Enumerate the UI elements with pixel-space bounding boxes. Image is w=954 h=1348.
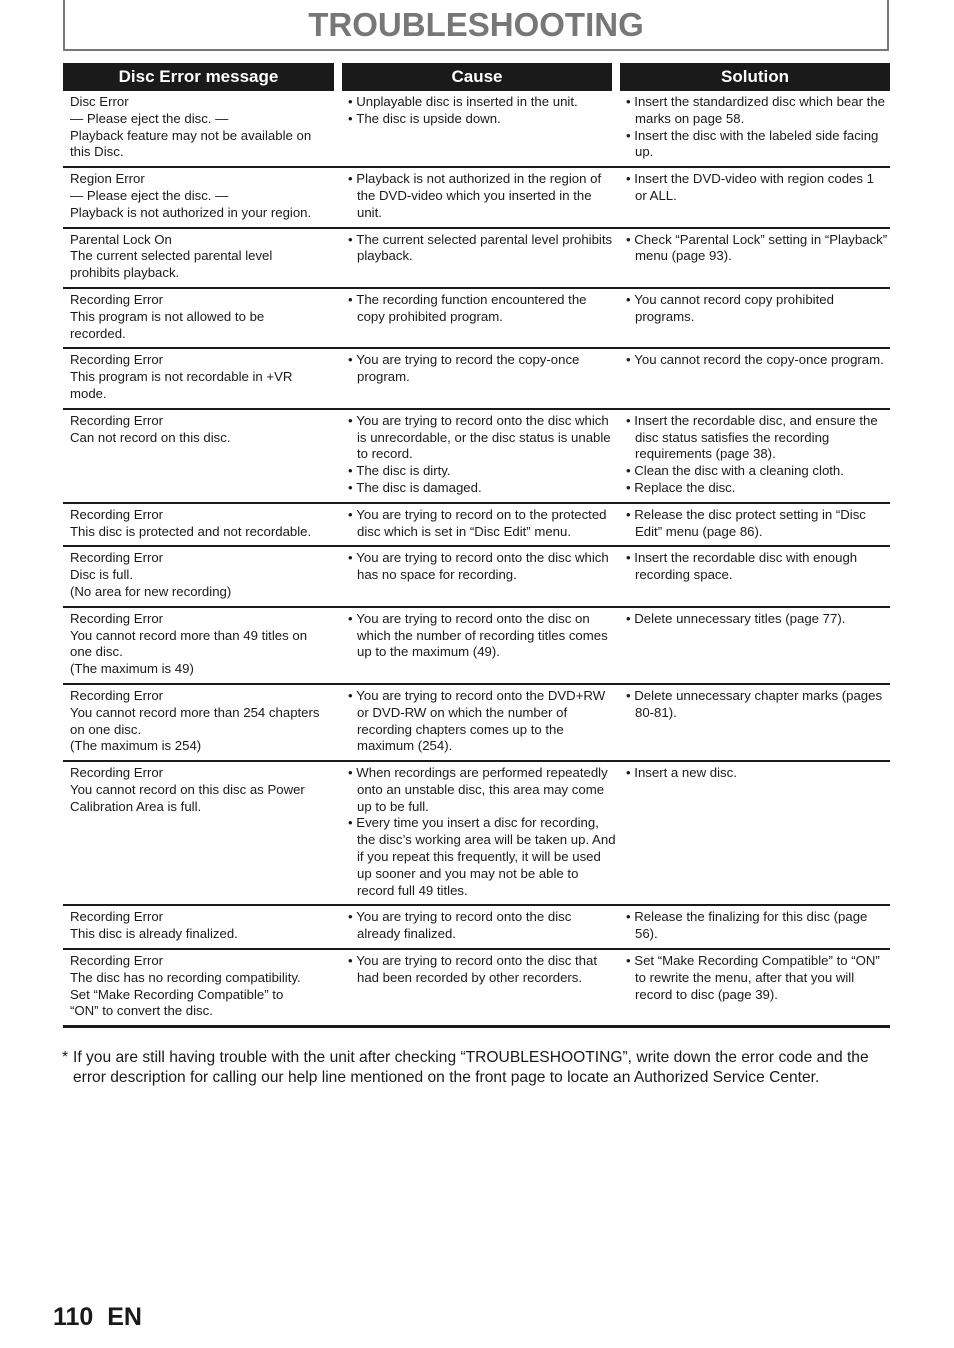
table-row — [63, 547, 890, 607]
error-message-cell — [63, 410, 342, 502]
cause-item: • You are trying to record onto the disc which is unrecordable, or the disc status is unable to record. — [348, 413, 616, 463]
table-row — [63, 762, 890, 906]
error-message-line: Recording Error — [70, 412, 164, 428]
error-message-line: Parental Lock On — [70, 231, 172, 247]
error-message-line: Recording Error — [70, 291, 164, 307]
cause-item: • You are trying to record onto the disc already finalized. — [348, 909, 616, 943]
error-message-cell — [63, 950, 342, 1025]
solution-item: • Insert the DVD-video with region codes 1 or ALL. — [626, 171, 888, 205]
cause-item: • The disc is upside down. — [348, 111, 616, 128]
cause-cell — [342, 229, 620, 287]
table-row — [63, 410, 890, 504]
cause-cell — [342, 906, 620, 948]
solution-cell — [620, 950, 890, 1025]
error-message-line: The current selected parental level — [70, 248, 273, 264]
solution-item: • Delete unnecessary titles (page 77). — [626, 611, 888, 628]
troubleshooting-table — [63, 63, 890, 1028]
solution-cell — [620, 608, 890, 683]
error-message-line: You cannot record more than 254 chapters — [70, 704, 320, 720]
solution-item: • Insert the recordable disc with enough recording space. — [626, 550, 888, 584]
page-title: TROUBLESHOOTING — [308, 6, 644, 43]
error-message-line: Recording Error — [70, 550, 164, 566]
cause-cell — [342, 410, 620, 502]
solution-cell — [620, 349, 890, 407]
error-message-line: Recording Error — [70, 765, 164, 781]
solution-item: • Release the disc protect setting in “Disc Edit” menu (page 86). — [626, 507, 888, 541]
error-message-line: one disc. — [70, 644, 123, 660]
solution-cell — [620, 168, 890, 226]
cause-cell — [342, 608, 620, 683]
cause-item: • The disc is dirty. — [348, 463, 616, 480]
cause-item: • Every time you insert a disc for recording, the disc’s working area will be taken up. And if you repeat this frequently, it will be used up sooner and you may not be able to record full 49 titles. — [348, 815, 616, 899]
cause-cell — [342, 504, 620, 546]
error-message-cell — [63, 229, 342, 287]
table-row — [63, 950, 890, 1028]
error-message-line: Recording Error — [70, 352, 164, 368]
footnote-text: If you are still having trouble with the unit after checking “TROUBLESHOOTING”, write down the error code and the error description for calling our help line mentioned on the front page to locate an Authorized Service Center. — [73, 1049, 869, 1086]
error-message-cell — [63, 349, 342, 407]
error-message-line: mode. — [70, 385, 107, 401]
error-message-line: this Disc. — [70, 144, 124, 160]
error-message-line: Can not record on this disc. — [70, 429, 231, 445]
solution-item: • Insert the recordable disc, and ensure the disc status satisfies the recording requirements (page 38). — [626, 413, 888, 463]
error-message-line: Region Error — [70, 171, 145, 187]
error-message-line: (The maximum is 49) — [70, 661, 194, 677]
cause-item: • You are trying to record the copy-once program. — [348, 352, 616, 386]
cause-item: • The recording function encountered the copy prohibited program. — [348, 292, 616, 326]
cause-cell — [342, 168, 620, 226]
cause-item: • Unplayable disc is inserted in the unit. — [348, 94, 616, 111]
cause-item: • The current selected parental level prohibits playback. — [348, 232, 616, 266]
error-message-line: Disc is full. — [70, 567, 134, 583]
solution-item: • Clean the disc with a cleaning cloth. — [626, 463, 888, 480]
header-cause: Cause — [342, 63, 612, 91]
error-message-line: (The maximum is 254) — [70, 738, 202, 754]
error-message-line: — Please eject the disc. — — [70, 110, 229, 126]
solution-item: • Delete unnecessary chapter marks (pages 80-81). — [626, 688, 888, 722]
error-message-cell — [63, 685, 342, 760]
cause-item: • Playback is not authorized in the region of the DVD-video which you inserted in the unit. — [348, 171, 616, 221]
cause-item: • When recordings are performed repeatedly onto an unstable disc, this area may come up to be full. — [348, 765, 616, 815]
cause-cell — [342, 547, 620, 605]
error-message-line: Recording Error — [70, 687, 164, 703]
error-message-cell — [63, 504, 342, 546]
table-row — [63, 608, 890, 685]
error-message-line: The disc has no recording compatibility. — [70, 969, 301, 985]
solution-item: • Release the finalizing for this disc (page 56). — [626, 909, 888, 943]
solution-item: • Replace the disc. — [626, 480, 888, 497]
error-message-line: Calibration Area is full. — [70, 798, 202, 814]
table-row — [63, 906, 890, 950]
title-frame — [63, 0, 889, 51]
error-message-line: Playback is not authorized in your region. — [70, 204, 312, 220]
error-message-line: Recording Error — [70, 610, 164, 626]
error-message-line: You cannot record on this disc as Power — [70, 781, 305, 797]
error-message-line: on one disc. — [70, 721, 142, 737]
cause-cell — [342, 762, 620, 904]
footnote — [62, 1048, 892, 1087]
cause-cell — [342, 349, 620, 407]
cause-cell — [342, 950, 620, 1025]
error-message-cell — [63, 168, 342, 226]
error-message-line: This program is not allowed to be — [70, 308, 265, 324]
table-row — [63, 685, 890, 762]
error-message-cell — [63, 91, 342, 166]
solution-cell — [620, 685, 890, 760]
solution-item: • Insert a new disc. — [626, 765, 888, 782]
error-message-line: Recording Error — [70, 909, 164, 925]
error-message-line: “ON” to convert the disc. — [70, 1003, 213, 1019]
cause-item: • You are trying to record on to the protected disc which is set in “Disc Edit” menu. — [348, 507, 616, 541]
footnote-mark: * — [62, 1049, 69, 1066]
cause-item: • The disc is damaged. — [348, 480, 616, 497]
table-row — [63, 349, 890, 409]
error-message-cell — [63, 289, 342, 347]
error-message-line: This disc is already finalized. — [70, 926, 238, 942]
solution-cell — [620, 91, 890, 166]
error-message-line: Recording Error — [70, 953, 164, 969]
error-message-line: Playback feature may not be available on — [70, 127, 312, 143]
cause-item: • You are trying to record onto the DVD+RW or DVD-RW on which the number of recording chapters comes up to the maximum (254). — [348, 688, 616, 755]
error-message-cell — [63, 762, 342, 904]
error-message-cell — [63, 547, 342, 605]
header-solution: Solution — [620, 63, 890, 91]
cause-item: • You are trying to record onto the disc which has no space for recording. — [348, 550, 616, 584]
solution-cell — [620, 504, 890, 546]
solution-item: • Set “Make Recording Compatible” to “ON” to rewrite the menu, after that you will record to disc (page 39). — [626, 953, 888, 1003]
solution-cell — [620, 547, 890, 605]
solution-item: • Check “Parental Lock” setting in “Playback” menu (page 93). — [626, 232, 888, 266]
error-message-line: — Please eject the disc. — — [70, 187, 229, 203]
solution-item: • You cannot record the copy-once program. — [626, 352, 888, 369]
solution-item: • You cannot record copy prohibited programs. — [626, 292, 888, 326]
solution-cell — [620, 410, 890, 502]
cause-item: • You are trying to record onto the disc that had been recorded by other recorders. — [348, 953, 616, 987]
header-disc-error-message: Disc Error message — [63, 63, 334, 91]
solution-item: • Insert the standardized disc which bear the marks on page 58. — [626, 94, 888, 128]
solution-cell — [620, 229, 890, 287]
error-message-line: (No area for new recording) — [70, 583, 232, 599]
table-header — [63, 63, 890, 91]
solution-item: • Insert the disc with the labeled side facing up. — [626, 128, 888, 162]
cause-item: • You are trying to record onto the disc on which the number of recording titles comes up to the maximum (49). — [348, 611, 616, 661]
error-message-cell — [63, 608, 342, 683]
page-number: 110 EN — [53, 1303, 142, 1331]
table-row — [63, 91, 890, 168]
table-row — [63, 168, 890, 228]
table-row — [63, 504, 890, 548]
error-message-line: Set “Make Recording Compatible” to — [70, 986, 284, 1002]
solution-cell — [620, 762, 890, 904]
error-message-line: Recording Error — [70, 506, 164, 522]
cause-cell — [342, 289, 620, 347]
error-message-cell — [63, 906, 342, 948]
error-message-line: recorded. — [70, 325, 126, 341]
error-message-line: This disc is protected and not recordable. — [70, 523, 312, 539]
table-body — [63, 91, 890, 1028]
solution-cell — [620, 289, 890, 347]
error-message-line: prohibits playback. — [70, 265, 180, 281]
cause-cell — [342, 91, 620, 166]
error-message-line: You cannot record more than 49 titles on — [70, 627, 308, 643]
cause-cell — [342, 685, 620, 760]
error-message-line: Disc Error — [70, 94, 129, 109]
solution-cell — [620, 906, 890, 948]
table-row — [63, 289, 890, 349]
table-row — [63, 229, 890, 289]
error-message-line: This program is not recordable in +VR — [70, 369, 293, 385]
